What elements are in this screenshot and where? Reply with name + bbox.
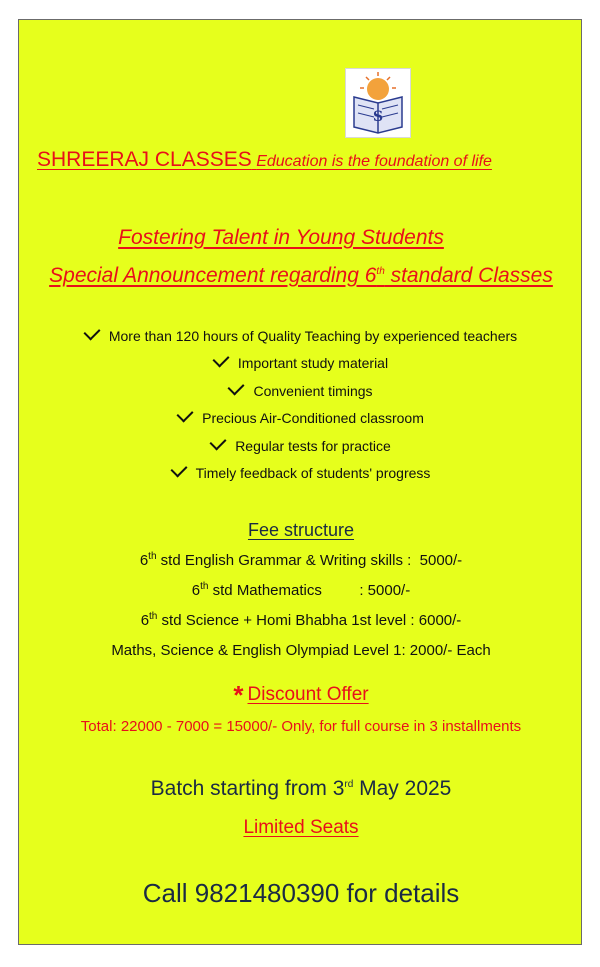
headline-announcement: Special Announcement regarding 6th standard Classes <box>49 264 553 287</box>
brand-line <box>37 148 492 172</box>
fee-structure-title: Fee structure <box>247 520 355 540</box>
discount-total: Total: 22000 - 7000 = 15000/- Only, for full course in 3 installments <box>80 718 522 735</box>
feature-item: Precious Air-Conditioned classroom <box>19 410 583 437</box>
logo <box>345 68 411 138</box>
fee-list <box>19 552 583 672</box>
book-sun-logo-icon <box>346 69 410 137</box>
feature-item: Timely feedback of students' progress <box>19 465 583 492</box>
check-icon <box>83 324 100 341</box>
fee-item: 6th std English Grammar & Writing skills : 5000/- <box>139 551 463 569</box>
headline-talent: Fostering Talent in Young Students <box>118 226 444 249</box>
discount-offer <box>19 676 583 710</box>
fee-item: Maths, Science & English Olympiad Level 1: 2000/- Each <box>111 642 491 659</box>
fee-item: 6th std Science + Homi Bhabha 1st level : 6000/- <box>140 611 462 629</box>
feature-item: Regular tests for practice <box>19 438 583 465</box>
limited-seats: Limited Seats <box>243 817 359 838</box>
tagline: Education is the foundation of life <box>256 153 492 170</box>
feature-item: Important study material <box>19 355 583 382</box>
asterisk-icon: * <box>233 680 244 710</box>
feature-item: Convenient timings <box>19 383 583 410</box>
flyer <box>18 19 582 945</box>
discount-label: Discount Offer <box>247 684 369 705</box>
feature-list <box>19 328 583 492</box>
batch-start: Batch starting from 3rd May 2025 <box>150 777 452 800</box>
brand-name: SHREERAJ CLASSES <box>37 148 252 171</box>
feature-item: More than 120 hours of Quality Teaching by experienced teachers <box>19 328 583 355</box>
svg-text:S: S <box>372 109 384 125</box>
call-to-action: Call 9821480390 for details <box>142 878 460 908</box>
fee-item: 6th std Mathematics : 5000/- <box>191 581 411 599</box>
